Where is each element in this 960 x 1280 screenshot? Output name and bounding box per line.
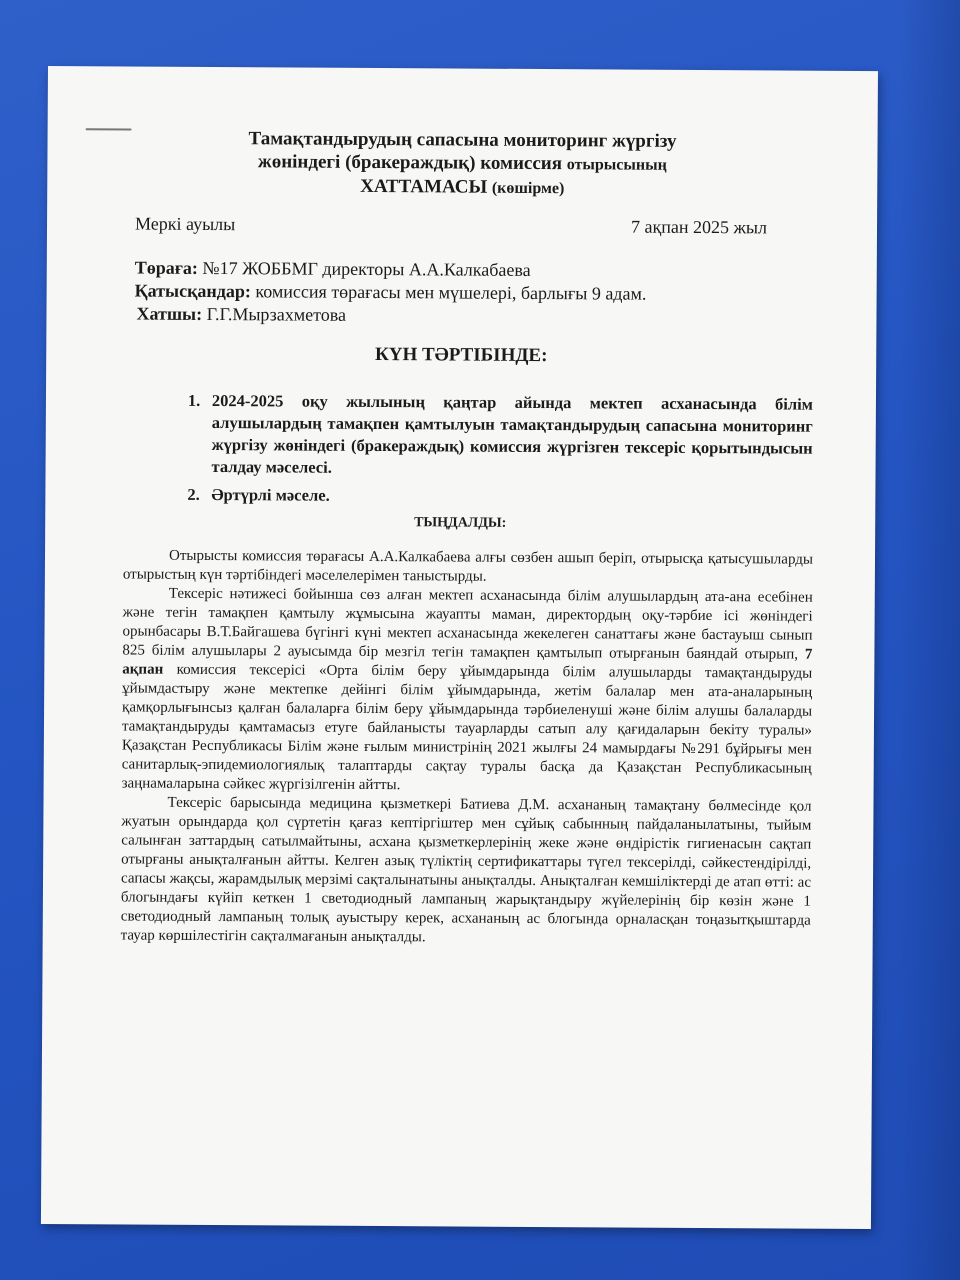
paragraph-2	[122, 584, 813, 797]
agenda-title: КҮН ТӘРТІБІНДЕ:	[374, 344, 548, 367]
chair-label: Төраға:	[134, 257, 199, 278]
participants-value: комиссия төрағасы мен мүшелері, барлығы 9 адам.	[250, 281, 647, 304]
paragraph-2-part-b: комиссия тексерісі «Орта білім беру ұйымдарында білім алушыларды тамақтандыруды ұйымдастыру және мектепке дейінгі білім ұйымдарында, жетім балалар мен ата-аналарының қамқорлығынсыз қалған балаларға білім беру ұйымдарында тәрбиеленуші және білім алушы балаларды тамақтандыруды қамтамасыз етуге байланысты тауарларды сатып алу қағидаларын бекіту туралы» Қазақстан Республикасы Білім және ғылым министрінің 2021 жылғы 24 мамырдағы №291 бұйрығы мен санитарлық-эпидемиологиялық талаптарды сақтау туралы басқа да Қазақстан Республикасының заңнамаларына сәйкес жүргізілгенін айтты.	[121, 661, 813, 794]
participants-line	[135, 280, 647, 305]
agenda-item-text: Әртүрлі мәселе.	[211, 485, 330, 505]
agenda-item-number: 1.	[187, 390, 201, 410]
secretary-value: Г.Г.Мырзахметова	[202, 303, 347, 325]
agenda-item-text: 2024-2025 оқу жылының қаңтар айында мектеп асханасында білім алушылардың тамақпен қамтылуын тамақтандырудың сапасына мониторинг жүргізу жөніндегі (бракераждық) комиссия жүргізген тексеріс қорытындысын талдау мәселесі.	[211, 391, 814, 477]
title-line-3-main: ХАТТАМАСЫ	[360, 175, 488, 198]
background-edge	[900, 0, 960, 1280]
minutes-body	[121, 546, 813, 949]
agenda-item	[187, 390, 813, 482]
paragraph-2-part-a: Тексеріс нәтижесі бойынша сөз алған мектеп асханасында білім алушылардың ата-ана есебінен және тегін тамақпен қамтылу жұмысына жауапты маман, директордың оқу-тәрбие ісі жөніндегі орынбасары В.Т.Байгашева бүгінгі күні мектеп асханасында жекелеген санаттағы және бастауыш сынып 825 білім алушылары 2 ауысымда бір мезгіл тегін тамақпен қамтылып отырғанын баяндай отырып,	[122, 585, 813, 663]
secretary-label: Хатшы:	[136, 303, 203, 324]
paragraph-3: Тексеріс барысында медицина қызметкері Батиева Д.М. асхананың тамақтану бөлмесінде қол жуатын орындарда қол сүртетін қағаз кептіргіштер мен сұйық сабынның пайдаланылатыны, тыйым салынған заттардың сатылмайтыны, асхана қызметкерлерінің жеке және өндірістік гигиенасын сақтап отырғаны анықталғанын айтты. Келген азық түліктің сертификаттары түгел тексерілді, сәйкестендірілді, сапасы жақсы, жарамдылық мерзімі сақталынатыны анықталды. Анықталған кемшіліктерді де атап өтті: ас блогындағы күйіп кеткен 1 светодиодный лампаның жарықтандыру жүйелерінің бір көзін және 1 светодиодный лампаның толық ауыстыру керек, асхананың ас блогында орналасқан тоңазытқыштарда тауар көршілестігін сақталмағанын анықталды.	[120, 794, 812, 946]
document-page	[41, 66, 878, 1229]
title-line-2-small: отырысының	[566, 156, 667, 174]
place-text: Меркі ауылы	[134, 213, 236, 235]
agenda-item-number: 2.	[187, 484, 200, 504]
paragraph-1: Отырысты комиссия төрағасы А.А.Калкабаева алғы сөзбен ашып беріп, отырысқа қатысушыларды отырыстың күн тәртібіндегі мәселелерімен таныстырды.	[122, 547, 814, 585]
title-line-2-main: жөніндегі (бракераждық) комиссия	[257, 151, 563, 175]
title-line-3	[47, 173, 877, 202]
title-line-1: Тамақтандырудың сапасына мониторинг жүргізу	[248, 128, 677, 152]
agenda-item	[187, 484, 812, 510]
chair-line	[135, 257, 531, 281]
participants-label: Қатысқандар:	[134, 280, 252, 302]
title-line-3-small: (көшірме)	[491, 179, 565, 198]
paragraph-2-bold: 7 ақпан	[122, 646, 813, 678]
chair-value: №17 ЖОББМГ директоры А.А.Калкабаева	[197, 257, 531, 280]
secretary-line	[136, 303, 346, 326]
agenda-list	[187, 390, 813, 510]
document-title	[47, 126, 877, 202]
date-text: 7 ақпан 2025 жыл	[630, 216, 768, 238]
heard-title: ТЫҢДАЛДЫ:	[414, 515, 507, 531]
